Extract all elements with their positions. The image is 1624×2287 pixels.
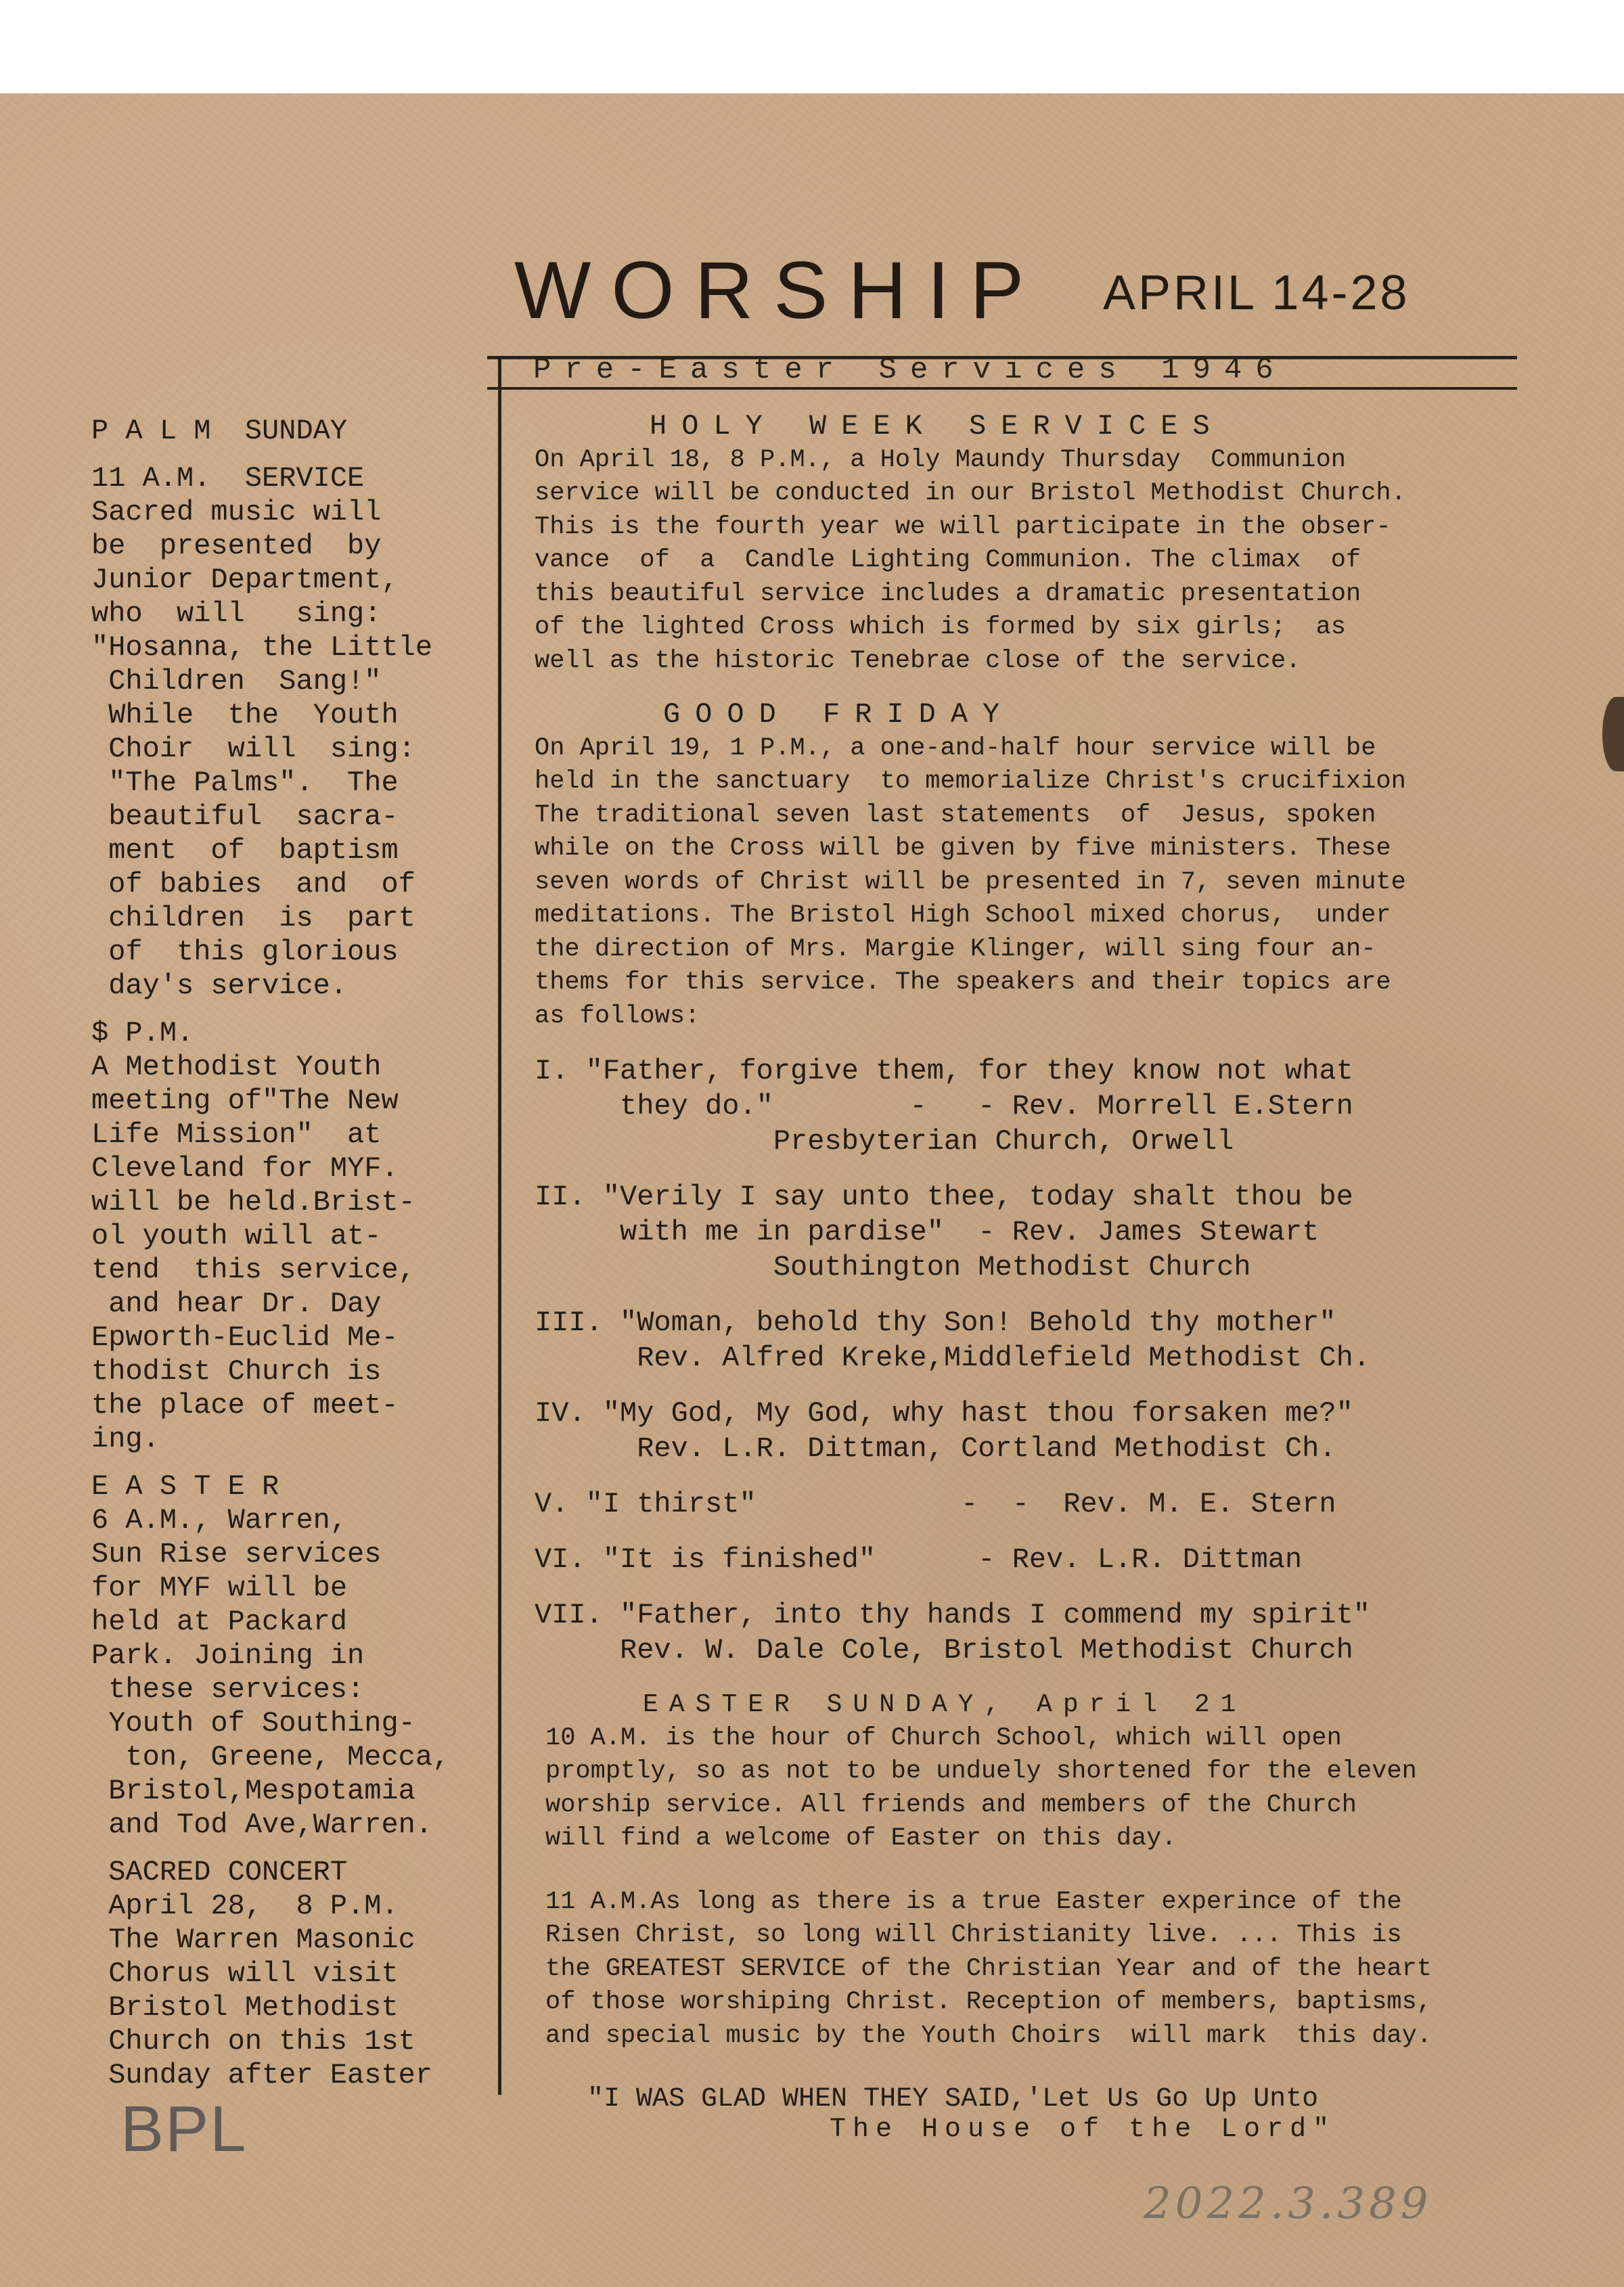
left-column-line: "The Palms". The (91, 767, 399, 799)
left-column-line: Sacred music will (91, 496, 382, 528)
word-line: III. "Woman, behold thy Son! Behold thy mother" (535, 1307, 1336, 1339)
left-column-line: beautiful sacra- (91, 800, 399, 833)
word-entry (535, 1054, 1522, 1159)
left-column-line: While the Youth (91, 699, 399, 731)
left-column-line: held at Packard (91, 1606, 348, 1638)
word-entry (535, 1542, 1522, 1577)
left-column-line: Youth of Southing- (91, 1707, 415, 1740)
good-friday-line: seven words of Christ will be presented in 7, seven minute (535, 867, 1406, 897)
easter-line: and special music by the Youth Choirs will mark this day. (545, 2021, 1433, 2050)
holy-week-line: vance of a Candle Lighting Communion. The climax of (535, 546, 1361, 574)
word-line: Rev. L.R. Dittman, Cortland Methodist Ch. (535, 1432, 1336, 1465)
good-friday-line: the direction of Mrs. Margie Klinger, will sing four an- (535, 934, 1376, 964)
word-line: I. "Father, forgive them, for they know not what (535, 1055, 1353, 1087)
easter-line: of those worshiping Christ. Reception of members, baptisms, (545, 1988, 1433, 2016)
holy-week-heading: HOLY WEEK SERVICES (650, 410, 1225, 443)
easter-line: promptly, so as not to be unduely shortened for the eleven (545, 1757, 1417, 1786)
good-friday-body (535, 732, 1522, 1034)
good-friday-heading: GOOD FRIDAY (663, 698, 1015, 731)
left-column-line: SACRED CONCERT (91, 1856, 348, 1888)
left-column-line: Junior Department, (91, 564, 399, 596)
left-column-line: of babies and of (91, 868, 415, 901)
left-column-line: Bristol Methodist (91, 1991, 399, 2024)
word-entry (535, 1598, 1522, 1668)
good-friday-line: On April 19, 1 P.M., a one-and-half hour service will be (535, 733, 1376, 763)
holy-week-line: On April 18, 8 P.M., a Holy Maundy Thursday Communion (535, 445, 1346, 474)
left-column-line: ol youth will at- (91, 1220, 382, 1252)
left-column-line: and Tod Ave,Warren. (91, 1809, 433, 1841)
left-column-line: Sun Rise services (91, 1538, 382, 1570)
left-column-line: Cleveland for MYF. (91, 1152, 399, 1185)
word-entry (535, 1396, 1522, 1466)
left-column-line: Choir will sing: (91, 733, 415, 765)
left-column-line: Life Mission" at (91, 1118, 382, 1151)
left-column-line: "Hosanna, the Little (91, 631, 433, 664)
holy-week-line: of the lighted Cross which is formed by six girls; as (535, 613, 1346, 641)
left-column-line: Bristol,Mespotamia (91, 1775, 415, 1807)
word-entry (535, 1179, 1522, 1285)
good-friday-line: while on the Cross will be given by five ministers. These (535, 834, 1391, 863)
left-column-line: and hear Dr. Day (91, 1288, 382, 1320)
easter-sunday-body-2 (535, 1886, 1522, 2054)
holy-week-line: This is the fourth year we will participate in the obser- (535, 512, 1391, 541)
word-line: Presbyterian Church, Orwell (535, 1125, 1234, 1158)
masthead-subtitle: Pre-Easter Services 1946 (533, 353, 1287, 387)
masthead-title: WORSHIP (514, 245, 1045, 336)
word-line: Southington Methodist Church (535, 1251, 1251, 1284)
holy-week-body (535, 444, 1522, 679)
left-column-line: Church on this 1st (91, 2025, 415, 2058)
left-column-line: Children Sang!" (91, 665, 382, 698)
good-friday-line: as follows: (535, 1001, 700, 1031)
easter-line: 11 A.M.As long as there is a true Easter experince of the (545, 1887, 1402, 1916)
seven-words (535, 1054, 1522, 1688)
word-line: Rev. Alfred Kreke,Middlefield Methodist Ch. (535, 1342, 1371, 1374)
left-column-line: thodist Church is (91, 1355, 382, 1388)
left-column-line: ment of baptism (91, 834, 399, 867)
easter-line: 10 A.M. is the hour of Church School, which will open (545, 1723, 1342, 1752)
good-friday-line: thems for this service. The speakers and their topics are (535, 968, 1391, 997)
left-column-line: who will sing: (91, 597, 382, 630)
left-column-line: P A L M SUNDAY (91, 415, 348, 447)
closing-line-2: The House of the Lord" (623, 2114, 1336, 2145)
holy-week-line: this beautiful service includes a dramatic presentation (535, 579, 1361, 608)
left-column-line: the place of meet- (91, 1389, 399, 1422)
word-line: VI. "It is finished" - Rev. L.R. Dittman (535, 1543, 1303, 1576)
left-column (91, 414, 504, 2092)
word-line: II. "Verily I say unto thee, today shalt thou be (535, 1181, 1353, 1213)
left-column-line: tend this service, (91, 1254, 415, 1286)
left-column-line: E A S T E R (91, 1470, 279, 1503)
left-column-line: for MYF will be (91, 1572, 348, 1604)
left-column-line: be presented by (91, 530, 382, 562)
good-friday-line: meditations. The Bristol High School mixed chorus, under (535, 901, 1391, 930)
word-line: IV. "My God, My God, why hast thou forsaken me?" (535, 1397, 1353, 1430)
left-column-line: Sunday after Easter (91, 2059, 433, 2091)
good-friday-line: held in the sanctuary to memorialize Christ's crucifixion (535, 767, 1406, 796)
left-column-line: day's service. (91, 970, 348, 1002)
subtitle-rule (487, 387, 1517, 390)
holy-week-line: service will be conducted in our Bristol Methodist Church. (535, 479, 1406, 507)
word-line: with me in pardise" - Rev. James Stewart (535, 1216, 1320, 1248)
word-line: they do." - - Rev. Morrell E.Stern (535, 1090, 1353, 1123)
left-column-line: Epworth-Euclid Me- (91, 1321, 399, 1354)
right-column (535, 410, 1522, 2144)
word-entry (535, 1305, 1522, 1376)
easter-line: Risen Christ, so long will Christianity live. ... This is (545, 1921, 1402, 1949)
easter-sunday-heading: EASTER SUNDAY, April 21 (643, 1690, 1247, 1719)
word-entry (535, 1487, 1522, 1522)
good-friday-line: The traditional seven last statements of Jesus, spoken (535, 800, 1376, 830)
left-column-line: children is part (91, 902, 415, 934)
left-column-line: ton, Greene, Mecca, (91, 1741, 450, 1773)
left-column-line: these services: (91, 1673, 365, 1706)
closing-line-1: "I WAS GLAD WHEN THEY SAID,'Let Us Go Up Unto (555, 2084, 1319, 2114)
masthead-dates: APRIL 14-28 (1103, 266, 1410, 320)
word-line: Rev. W. Dale Cole, Bristol Methodist Church (535, 1634, 1353, 1667)
word-line: V. "I thirst" - - Rev. M. E. Stern (535, 1488, 1336, 1520)
easter-sunday-body (535, 1722, 1522, 1856)
paper-stain (1602, 697, 1624, 771)
easter-line: will find a welcome of Easter on this day. (545, 1824, 1177, 1853)
left-column-line: 11 A.M. SERVICE (91, 462, 365, 495)
left-column-line: April 28, 8 P.M. (91, 1890, 399, 1922)
word-line: VII. "Father, into thy hands I commend my spirit" (535, 1599, 1371, 1631)
easter-line: worship service. All friends and members of the Church (545, 1790, 1357, 1819)
left-column-line: A Methodist Youth (91, 1051, 382, 1083)
left-column-line: The Warren Masonic (91, 1924, 415, 1956)
left-column-line: Park. Joining in (91, 1639, 365, 1672)
left-column-line: 6 A.M., Warren, (91, 1504, 348, 1537)
left-column-line: ing. (91, 1423, 160, 1455)
accession-number: 2022.3.389 (1144, 2179, 1433, 2229)
left-column-line: meeting of"The New (91, 1085, 399, 1117)
left-column-line: of this glorious (91, 936, 399, 968)
library-stamp: BPL (120, 2093, 248, 2165)
left-column-line: will be held.Brist- (91, 1186, 415, 1219)
easter-line: the GREATEST SERVICE of the Christian Year and of the heart (545, 1954, 1433, 1983)
holy-week-line: well as the historic Tenebrae close of the service. (535, 646, 1301, 675)
left-column-line: Chorus will visit (91, 1957, 399, 1990)
left-column-line: $ P.M. (91, 1017, 194, 1049)
